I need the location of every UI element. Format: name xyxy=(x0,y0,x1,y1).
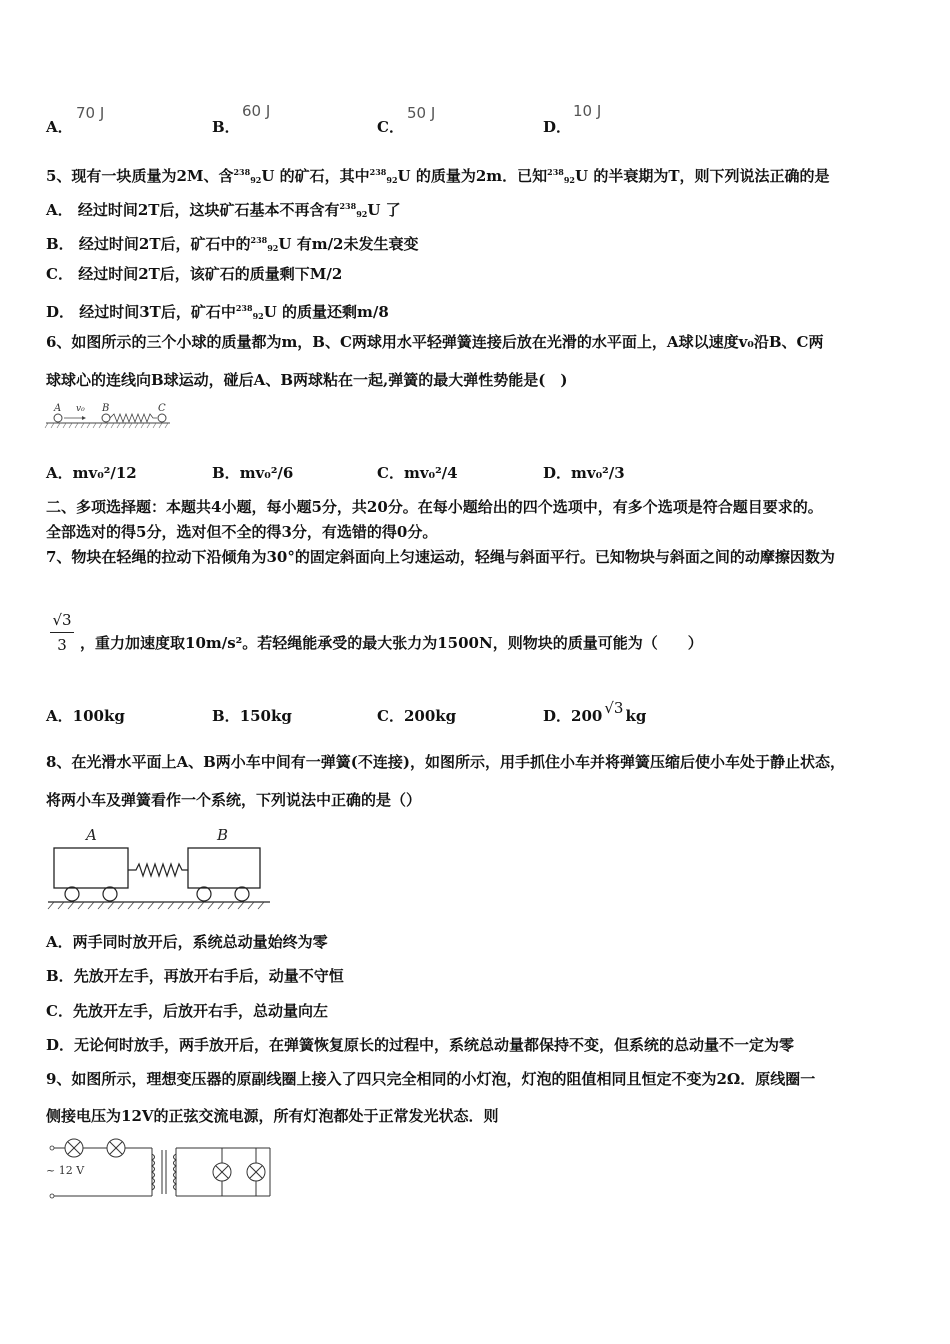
option-label: A． xyxy=(46,933,73,951)
isotope-mass: 238 xyxy=(369,167,387,177)
option-label: A． xyxy=(46,201,73,219)
option-label: B． xyxy=(212,464,240,482)
q6-stem-line2: 球球心的连线向B球运动，碰后A、B两球粘在一起,弹簧的最大弹性势能是( ) xyxy=(46,371,568,389)
isotope-symbol: U xyxy=(575,167,589,185)
option-text: 了 xyxy=(385,201,401,219)
q8-option-d[interactable] xyxy=(46,1035,794,1055)
isotope-symbol: U xyxy=(397,167,411,185)
isotope-symbol: U xyxy=(263,303,277,321)
option-label: C． xyxy=(46,265,73,283)
ball-c xyxy=(158,414,166,422)
q6-option-a[interactable] xyxy=(46,463,137,483)
fig-label-a: A xyxy=(86,826,97,844)
q5-stem-a: 5、现有一块质量为2M、含 xyxy=(46,167,234,185)
sqrt-symbol: √3 xyxy=(604,699,624,717)
option-text: mv₀²/4 xyxy=(403,464,458,482)
isotope-symbol: U xyxy=(278,235,292,253)
cart-b-wheel-right xyxy=(235,887,249,901)
option-text: 经过时间2T后，这块矿石基本不再含有 xyxy=(77,201,340,219)
option-text: mv₀²/12 xyxy=(72,464,137,482)
q9-figure xyxy=(44,1134,274,1204)
q5-stem xyxy=(46,162,830,190)
isotope-mass: 238 xyxy=(233,167,251,177)
q9-stem-line1: 9、如图所示，理想变压器的原副线圈上接入了四只完全相同的小灯泡，灯泡的阻值相同且恒定不变为2Ω．原线圈一 xyxy=(46,1070,816,1088)
q8-option-a[interactable] xyxy=(46,932,328,952)
q5-option-b[interactable] xyxy=(46,230,419,258)
isotope-mass: 238 xyxy=(235,303,253,313)
fig-label-b: B xyxy=(217,826,229,844)
option-label: C． xyxy=(377,464,404,482)
cart-b xyxy=(188,848,260,888)
lamp-icon xyxy=(107,1139,125,1157)
option-unit: kg xyxy=(625,707,647,725)
q7-option-c[interactable] xyxy=(377,706,456,726)
option-text: 无论何时放手，两手放开后，在弹簧恢复原长的过程中，系统总动量都保持不变，但系统的总动量不一定为零 xyxy=(74,1036,795,1054)
isotope-atomic: 92 xyxy=(356,209,368,219)
q7-option-a[interactable] xyxy=(46,706,125,726)
ground-hatch xyxy=(48,902,264,909)
ball-b xyxy=(102,414,110,422)
option-value: 50 J xyxy=(407,104,436,122)
spring xyxy=(128,864,188,876)
lamp-icon xyxy=(65,1139,83,1157)
q7-stem-line2: ，重力加速度取10m/s²。若轻绳能承受的最大张力为1500N，则物块的质量可能为（ ） xyxy=(80,634,703,652)
option-label: D． xyxy=(543,464,572,482)
isotope-mass: 238 xyxy=(547,167,564,177)
option-text: 先放开左手，再放开右手后，动量不守恒 xyxy=(73,967,344,985)
fig-label-v: v₀ xyxy=(76,404,85,414)
option-label: B． xyxy=(212,118,240,136)
cart-a xyxy=(54,848,128,888)
option-text: mv₀²/3 xyxy=(571,464,625,482)
q5-stem-b: 的矿石，其中 xyxy=(279,167,370,185)
q7-option-d[interactable] xyxy=(543,699,647,726)
fraction-numerator: √3 xyxy=(52,611,72,629)
option-label: D． xyxy=(46,303,75,321)
option-label: B． xyxy=(46,967,74,985)
terminal-bottom xyxy=(50,1194,54,1198)
spring xyxy=(110,414,157,422)
q5-option-c[interactable] xyxy=(46,264,342,284)
option-text: 经过时间2T后，该矿石的质量剩下M/2 xyxy=(78,265,343,283)
q8-figure xyxy=(44,822,274,912)
terminal-top xyxy=(50,1146,54,1150)
q8-option-c[interactable] xyxy=(46,1001,328,1021)
q7-option-b[interactable] xyxy=(212,706,292,726)
fig-label-b: B xyxy=(102,403,110,414)
fraction-denominator: 3 xyxy=(57,636,67,654)
q6-figure xyxy=(44,400,174,432)
q8-stem-line2: 将两小车及弹簧看作一个系统，下列说法中正确的是（） xyxy=(46,791,422,809)
q7-options xyxy=(46,699,926,730)
option-text: 100kg xyxy=(72,707,125,725)
option-label: D． xyxy=(543,118,572,136)
option-text: 200 xyxy=(571,707,603,725)
option-label: B． xyxy=(212,707,240,725)
source-label: ~ 12 V xyxy=(46,1164,85,1177)
q6-option-b[interactable] xyxy=(212,463,293,483)
option-text: 两手同时放开后，系统总动量始终为零 xyxy=(72,933,328,951)
q5-option-d[interactable] xyxy=(46,298,389,326)
isotope-symbol: U xyxy=(367,201,381,219)
arrow-head xyxy=(82,416,86,420)
isotope-atomic: 92 xyxy=(252,311,264,321)
option-value: 60 J xyxy=(242,102,271,120)
option-text: 有m/2未发生衰变 xyxy=(296,235,419,253)
q7-stem-line1: 7、物块在轻绳的拉动下沿倾角为30°的固定斜面向上匀速运动，轻绳与斜面平行。已知物块与斜面之间的动摩擦因数为 xyxy=(46,548,835,566)
option-label: C． xyxy=(377,707,404,725)
cart-a-wheel-left xyxy=(65,887,79,901)
isotope-atomic: 92 xyxy=(267,243,279,253)
fig-label-c: C xyxy=(158,403,166,414)
isotope-atomic: 92 xyxy=(386,175,398,185)
section2-heading-line1: 二、多项选择题：本题共4小题，每小题5分，共20分。在每小题给出的四个选项中，有多个选项是符合题目要求的。 xyxy=(46,498,823,516)
q8-stem-line1: 8、在光滑水平面上A、B两小车中间有一弹簧(不连接)，如图所示，用手抓住小车并将弹簧压缩后使小车处于静止状态， xyxy=(46,753,845,771)
fig-label-a: A xyxy=(54,403,62,414)
option-label: C． xyxy=(377,118,404,136)
lamp-icon xyxy=(247,1163,265,1181)
option-value: 10 J xyxy=(573,102,602,120)
q8-option-b[interactable] xyxy=(46,966,344,986)
isotope-atomic: 92 xyxy=(563,175,575,185)
isotope-mass: 238 xyxy=(339,201,357,211)
option-text: 经过时间2T后，矿石中的 xyxy=(78,235,251,253)
option-label: C． xyxy=(46,1002,73,1020)
primary-coil xyxy=(152,1154,155,1190)
q5-option-a[interactable] xyxy=(46,196,401,224)
cart-a-wheel-right xyxy=(103,887,117,901)
q7-fraction xyxy=(48,610,76,660)
option-text: 经过时间3T后，矿石中 xyxy=(79,303,236,321)
q9-stem-line2: 侧接电压为12V的正弦交流电源，所有灯泡都处于正常发光状态．则 xyxy=(46,1107,499,1125)
ball-a xyxy=(54,414,62,422)
q6-option-d[interactable] xyxy=(543,463,625,483)
q5-stem-c: 的质量为2m．已知 xyxy=(415,167,548,185)
lamp-icon xyxy=(213,1163,231,1181)
option-label: A． xyxy=(46,118,73,136)
fraction-bar xyxy=(50,632,74,633)
option-label: D． xyxy=(543,707,572,725)
ground-hatch xyxy=(45,423,168,428)
option-text: 200kg xyxy=(403,707,457,725)
q6-options xyxy=(46,463,926,485)
isotope-mass: 238 xyxy=(250,235,268,245)
option-text: 的质量还剩m/8 xyxy=(282,303,389,321)
isotope-symbol: U xyxy=(261,167,275,185)
option-label: B． xyxy=(46,235,74,253)
q6-option-c[interactable] xyxy=(377,463,458,483)
option-text: mv₀²/6 xyxy=(239,464,294,482)
section2-heading-line2: 全部选对的得5分，选对但不全的得3分，有选错的得0分。 xyxy=(46,523,438,541)
option-value: 70 J xyxy=(76,104,105,122)
option-label: A． xyxy=(46,464,73,482)
option-label: A． xyxy=(46,707,73,725)
cart-b-wheel-left xyxy=(197,887,211,901)
option-text: 150kg xyxy=(239,707,292,725)
isotope-atomic: 92 xyxy=(250,175,262,185)
option-text: 先放开左手，后放开右手，总动量向左 xyxy=(72,1002,328,1020)
option-label: D． xyxy=(46,1036,75,1054)
q6-stem-line1: 6、如图所示的三个小球的质量都为m，B、C两球用水平轻弹簧连接后放在光滑的水平面上，A球以速度v₀沿B、C两 xyxy=(46,333,824,351)
q4-options xyxy=(46,104,926,138)
q5-stem-d: 的半衰期为T，则下列说法正确的是 xyxy=(593,167,830,185)
